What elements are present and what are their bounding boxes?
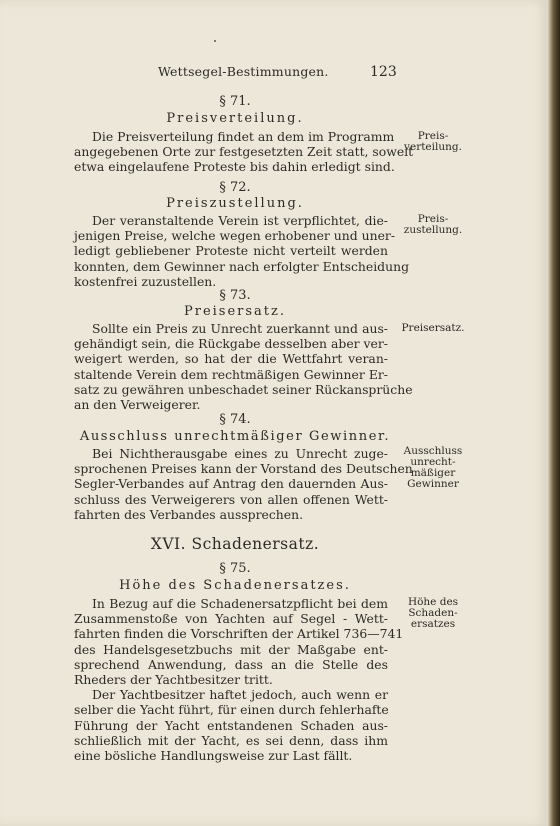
section-71-title: Preisverteilung. [166, 111, 304, 126]
margin-line: mäßiger [410, 467, 456, 479]
section-74-title: Ausschluss unrechtmäßiger Gewinner. [79, 429, 391, 444]
section-72-number: § 72. [219, 180, 251, 195]
margin-line: unrecht- [410, 456, 456, 468]
text-line: Der Yachtbesitzer haftet jedoch, auch wenn er [92, 687, 388, 703]
text-line: Rheders der Yachtbesitzer tritt. [74, 672, 273, 688]
section-71-margin-note [398, 131, 468, 153]
section-75-text [74, 596, 404, 764]
text-line: schließlich mit der Yacht, es sei denn, dass ihm [74, 732, 388, 748]
text-line: Zusammenstoße von Yachten auf Segel - Wett- [74, 611, 388, 627]
text-line: selber die Yacht führt, für einen durch fehlerhafte [74, 702, 389, 718]
section-72-text [74, 213, 410, 289]
text-line: In Bezug auf die Schadenersatzpflicht bei dem [92, 596, 388, 611]
text-line: sprechend Anwendung, dass an die Stelle des [74, 656, 388, 672]
text-line: fahrten finden die Vorschriften der Artikel 736—741 [74, 626, 404, 642]
text-line: gehändigt sein, die Rückgabe desselben aber ver- [74, 336, 388, 352]
text-line: Segler-Verbandes auf Antrag den dauernden Aus- [74, 476, 388, 492]
text-line: staltende Verein dem rechtmäßigen Gewinner Er- [74, 366, 388, 382]
text-line: an den Verweigerer. [74, 397, 201, 413]
margin-line: zustellung. [403, 224, 463, 236]
text-line: des Handelsgesetzbuchs mit der Maßgabe ent- [74, 641, 388, 657]
text-line: kostenfrei zuzustellen. [74, 273, 217, 289]
margin-line: Höhe des [407, 596, 459, 608]
section-73-title: Preisersatz. [183, 304, 287, 319]
text-line: ledigt gebliebener Proteste nicht verteilt werden [74, 243, 388, 259]
section-71-text [74, 129, 414, 175]
text-line: Führung der Yacht entstandenen Schaden aus- [74, 717, 388, 733]
text-line: jenigen Preise, welche wegen erhobener und uner- [74, 228, 396, 244]
section-75-title: Höhe des Schadenersatzes. [119, 578, 351, 593]
section-75-margin-note [398, 597, 468, 630]
page-number: 123 [370, 64, 397, 80]
book-spine-edge [548, 0, 560, 826]
margin-line: Preis- [417, 130, 449, 142]
header-title: Wettsegel-Bestimmungen. [158, 64, 329, 79]
text-line: angegebenen Orte zur festgesetzten Zeit statt, soweit [74, 144, 414, 160]
section-73-text [74, 321, 413, 413]
margin-line: Preis- [417, 213, 449, 225]
text-line: Sollte ein Preis zu Unrecht zuerkannt und aus- [92, 321, 388, 336]
running-header [0, 64, 548, 84]
text-line: Die Preisverteilung findet an dem im Programm [92, 129, 395, 144]
text-line: satz zu gewähren unbeschadet seiner Rückansprüche [74, 381, 413, 397]
margin-line: Ausschluss [403, 445, 463, 457]
section-71-number: § 71. [219, 94, 251, 109]
text-line: fahrten des Verbandes aussprechen. [74, 506, 304, 522]
margin-line: ersatzes [410, 618, 456, 630]
text-line: sprochenen Preises kann der Vorstand des Deutschen [74, 461, 413, 477]
margin-line: Preisersatz. [401, 322, 465, 334]
text-line: konnten, dem Gewinner nach erfolgter Entscheidung [74, 258, 410, 274]
section-75-number: § 75. [219, 561, 251, 576]
section-72-margin-note [398, 214, 468, 236]
section-74-text [74, 446, 413, 522]
section-73-margin-note [398, 323, 468, 334]
margin-line: Schaden- [408, 607, 458, 619]
margin-line: verteilung. [404, 141, 462, 153]
text-line: weigert werden, so hat der die Wettfahrt veran- [74, 351, 388, 367]
text-line: Bei Nichtherausgabe eines zu Unrecht zuge- [92, 446, 388, 461]
section-72-title: Preiszustellung. [166, 196, 304, 211]
text-line: etwa eingelaufene Proteste bis dahin erledigt sind. [74, 159, 395, 175]
text-line: schluss des Verweigerers von allen offenen Wett- [74, 491, 388, 507]
section-73-number: § 73. [219, 288, 251, 303]
section-74-number: § 74. [219, 412, 251, 427]
margin-line: Gewinner [407, 478, 459, 490]
section-74-margin-note [398, 446, 468, 490]
text-line: Der veranstaltende Verein ist verpflichtet, die- [92, 213, 388, 228]
print-speck [214, 40, 216, 42]
chapter-heading: XVI. Schadenersatz. [150, 535, 320, 553]
text-line: eine bösliche Handlungsweise zur Last fällt. [74, 748, 353, 764]
